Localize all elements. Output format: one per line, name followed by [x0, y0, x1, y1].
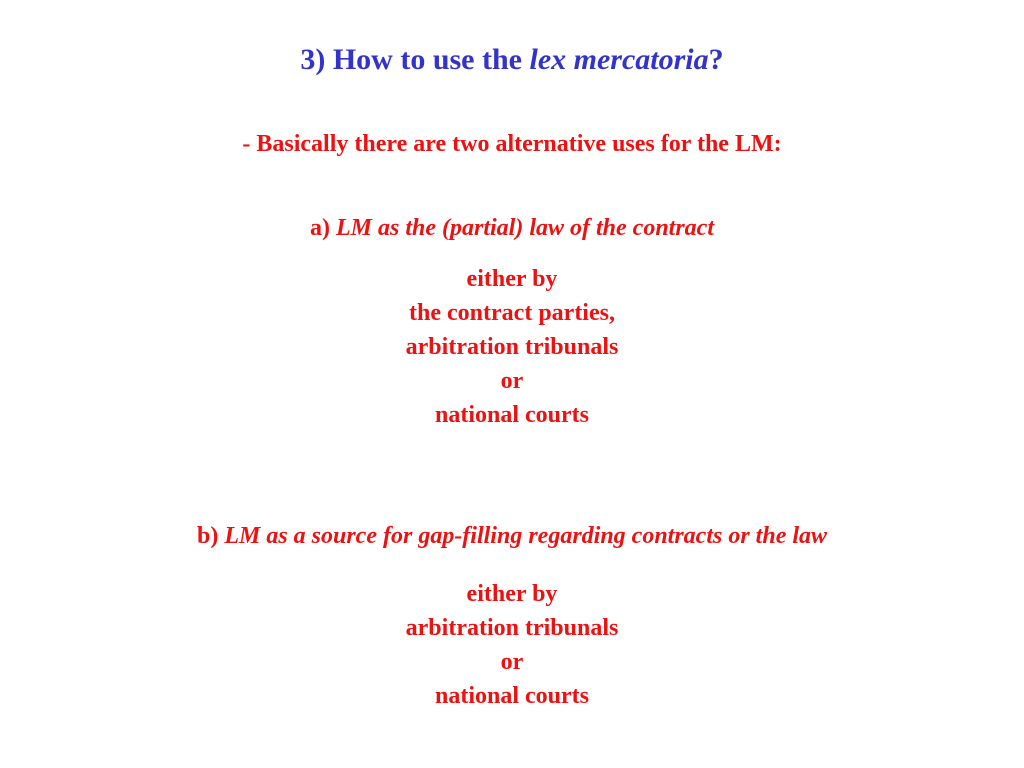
slide-title [0, 40, 1024, 80]
list-item: either by [466, 266, 558, 292]
list-item: national courts [434, 402, 589, 428]
title-emphasis: lex mercatoria [529, 43, 709, 76]
section-b-heading [0, 520, 1024, 552]
list-item: arbitration tribunals [405, 334, 619, 360]
title-prefix: 3) How to use the [300, 43, 530, 76]
section-b-title: LM as a source for gap-filling regarding contracts or the law [224, 523, 828, 549]
title-suffix: ? [708, 43, 724, 76]
intro-line: - Basically there are two alternative uses for the LM: [242, 131, 782, 157]
list-item: arbitration tribunals [405, 615, 619, 641]
section-b-list [0, 577, 1024, 713]
list-item: national courts [434, 683, 589, 709]
section-a-title: LM as the (partial) law of the contract [336, 215, 714, 241]
section-a-list [0, 262, 1024, 432]
section-a-marker: a) [310, 215, 336, 241]
list-item: either by [466, 581, 558, 607]
section-a-heading [0, 212, 1024, 244]
list-item: the contract parties, [409, 300, 615, 326]
section-b-marker: b) [196, 523, 225, 549]
list-item: or [500, 368, 524, 394]
list-item: or [500, 649, 524, 675]
